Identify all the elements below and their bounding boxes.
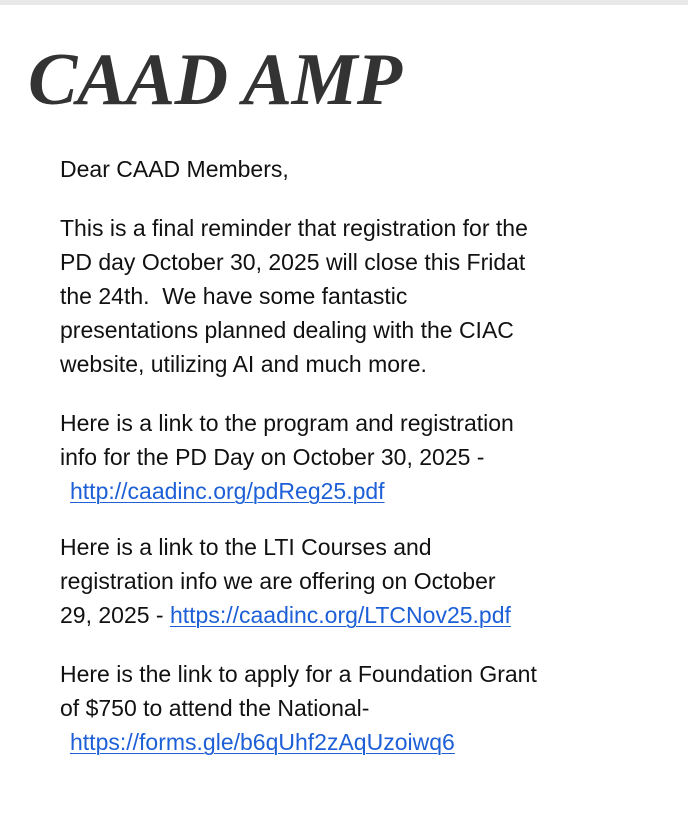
reminder-line-1: This is a final reminder that registration for the xyxy=(60,215,528,241)
lti-line-2: registration info we are offering on October xyxy=(60,568,496,594)
grant-paragraph xyxy=(60,657,650,759)
pd-day-paragraph xyxy=(60,406,650,508)
lti-line-3-prefix: 29, 2025 - xyxy=(60,602,170,628)
lti-paragraph xyxy=(60,530,650,632)
pd-day-line-2: info for the PD Day on October 30, 2025 - xyxy=(60,444,485,470)
reminder-line-5: website, utilizing AI and much more. xyxy=(60,351,427,377)
email-body xyxy=(60,152,650,784)
pd-day-registration-link[interactable]: http://caadinc.org/pdReg25.pdf xyxy=(70,478,385,504)
reminder-paragraph xyxy=(60,211,650,381)
reminder-line-4: presentations planned dealing with the CIAC xyxy=(60,317,514,343)
masthead-logo-title: CAAD AMP xyxy=(28,39,402,121)
foundation-grant-link[interactable]: https://forms.gle/b6qUhf2zAqUzoiwq6 xyxy=(70,729,455,755)
pd-day-link-row xyxy=(60,474,650,508)
reminder-line-2: PD day October 30, 2025 will close this Fridat xyxy=(60,249,526,275)
greeting-text: Dear CAAD Members, xyxy=(60,156,289,182)
grant-link-row xyxy=(60,725,650,759)
reminder-line-3: the 24th. We have some fantastic xyxy=(60,283,408,309)
greeting xyxy=(60,152,650,186)
grant-line-2: of $750 to attend the National- xyxy=(60,695,370,721)
top-divider xyxy=(0,0,688,5)
lti-line-3 xyxy=(60,598,650,632)
lti-courses-link[interactable]: https://caadinc.org/LTCNov25.pdf xyxy=(169,602,511,628)
pd-day-line-1: Here is a link to the program and registration xyxy=(60,410,514,436)
lti-line-1: Here is a link to the LTI Courses and xyxy=(60,534,432,560)
grant-line-1: Here is the link to apply for a Foundation Grant xyxy=(60,661,537,687)
